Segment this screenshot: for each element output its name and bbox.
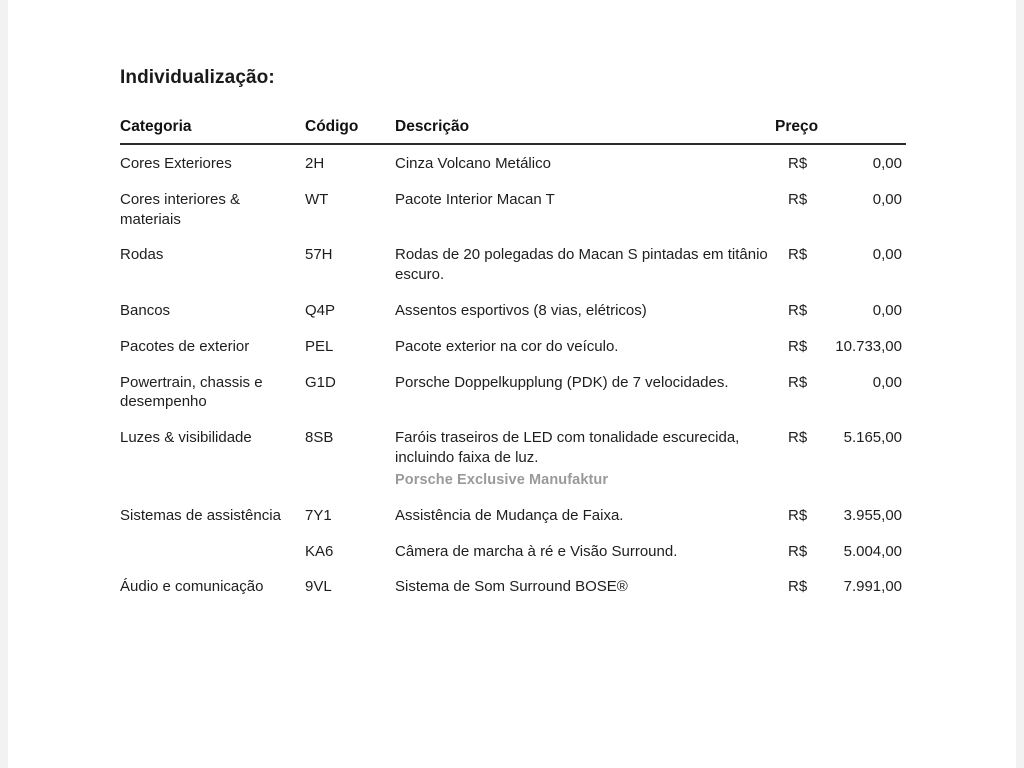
descricao-text: Porsche Doppelkupplung (PDK) de 7 velocidades. [395,373,729,391]
cell-preco [775,292,906,328]
page-edge-right [1016,0,1024,768]
preco-value: 0,00 [872,190,902,208]
page-title-text: Individualização: [120,67,275,88]
cell-categoria: Luzes & visibilidade [120,429,252,447]
preco-currency: R$ [788,506,808,524]
cell-descricao [395,364,775,420]
descricao-text: Pacote Interior Macan T [395,190,555,208]
cell-codigo: PEL [305,337,334,355]
descricao-text: Assentos esportivos (8 vias, elétricos) [395,301,647,319]
descricao-text: Faróis traseiros de LED com tonalidade escurecida, incluindo faixa de luz. [395,429,740,466]
cell-preco [775,364,906,420]
preco-inner [788,301,906,321]
cell-preco [775,181,906,237]
page-title [120,67,910,104]
cell-descricao [395,497,775,533]
preco-inner [788,542,906,562]
preco-value: 0,00 [872,246,902,264]
table-row [120,292,906,328]
preco-currency: R$ [788,246,808,264]
cell-preco [775,419,906,497]
preco-inner [788,373,906,393]
table-row [120,328,906,364]
column-header-descricao: Descrição [395,118,775,144]
cell-descricao [395,568,775,604]
preco-inner [788,506,906,526]
preco-currency: R$ [788,542,808,560]
cell-codigo: 7Y1 [305,506,332,524]
preco-value: 5.165,00 [843,429,902,447]
cell-categoria: Rodas [120,246,164,264]
cell-descricao [395,419,775,497]
cell-descricao [395,236,775,292]
preco-currency: R$ [788,578,808,596]
descricao-note: Porsche Exclusive Manufaktur [395,471,609,488]
preco-currency: R$ [788,301,808,319]
cell-codigo: 9VL [305,578,332,596]
preco-value: 10.733,00 [835,337,902,355]
preco-value: 7.991,00 [843,578,902,596]
preco-inner [788,245,906,265]
cell-categoria: Bancos [120,301,171,319]
descricao-text: Cinza Volcano Metálico [395,155,551,172]
descricao-text: Assistência de Mudança de Faixa. [395,506,624,524]
cell-categoria: Powertrain, chassis e desempenho [120,373,263,411]
table-row [120,181,906,237]
cell-preco [775,497,906,533]
table-row [120,419,906,497]
preco-currency: R$ [788,155,808,172]
preco-value: 5.004,00 [843,542,902,560]
page-edge-left [0,0,8,768]
preco-value: 0,00 [872,155,902,172]
cell-preco [775,328,906,364]
cell-descricao [395,292,775,328]
cell-categoria: Sistemas de assistência [120,506,281,524]
descricao-text: Câmera de marcha à ré e Visão Surround. [395,542,678,560]
preco-currency: R$ [788,190,808,208]
preco-value: 0,00 [872,373,902,391]
table-row [120,533,906,569]
cell-codigo: 8SB [305,429,334,447]
cell-preco [775,144,906,181]
cell-codigo: WT [305,190,329,208]
cell-preco [775,236,906,292]
cell-categoria: Áudio e comunicação [120,578,264,596]
column-header-categoria: Categoria [120,118,305,144]
preco-inner [788,428,906,448]
cell-categoria [120,533,305,569]
cell-categoria: Pacotes de exterior [120,337,250,355]
table-body [120,144,906,604]
cell-codigo: 57H [305,246,333,264]
cell-categoria: Cores Exteriores [120,155,232,172]
table-header-row [120,118,906,144]
descricao-text: Sistema de Som Surround BOSE® [395,578,628,596]
table-row [120,236,906,292]
cell-descricao [395,328,775,364]
preco-currency: R$ [788,373,808,391]
cell-descricao [395,533,775,569]
table-row [120,568,906,604]
descricao-text: Rodas de 20 polegadas do Macan S pintadas em titânio escuro. [395,246,768,284]
preco-value: 3.955,00 [843,506,902,524]
preco-currency: R$ [788,337,808,355]
preco-inner [788,337,906,357]
cell-descricao [395,144,775,181]
cell-preco [775,568,906,604]
preco-value: 0,00 [872,301,902,319]
preco-inner [788,577,906,597]
cell-descricao [395,181,775,237]
preco-inner [788,190,906,210]
column-header-preco: Preço [775,118,906,144]
cell-preco [775,533,906,569]
preco-currency: R$ [788,429,808,447]
table-row [120,144,906,181]
preco-inner [788,154,906,174]
cell-categoria: Cores interiores & materiais [120,190,241,228]
table-header [120,118,906,144]
cell-codigo: 2H [305,155,325,172]
table-row [120,364,906,420]
column-header-codigo: Código [305,118,395,144]
cell-codigo: G1D [305,373,336,391]
table-row [120,497,906,533]
options-table [120,118,906,604]
cell-codigo: Q4P [305,301,336,319]
descricao-text: Pacote exterior na cor do veículo. [395,337,619,355]
document-content [120,67,910,604]
cell-codigo: KA6 [305,542,334,560]
